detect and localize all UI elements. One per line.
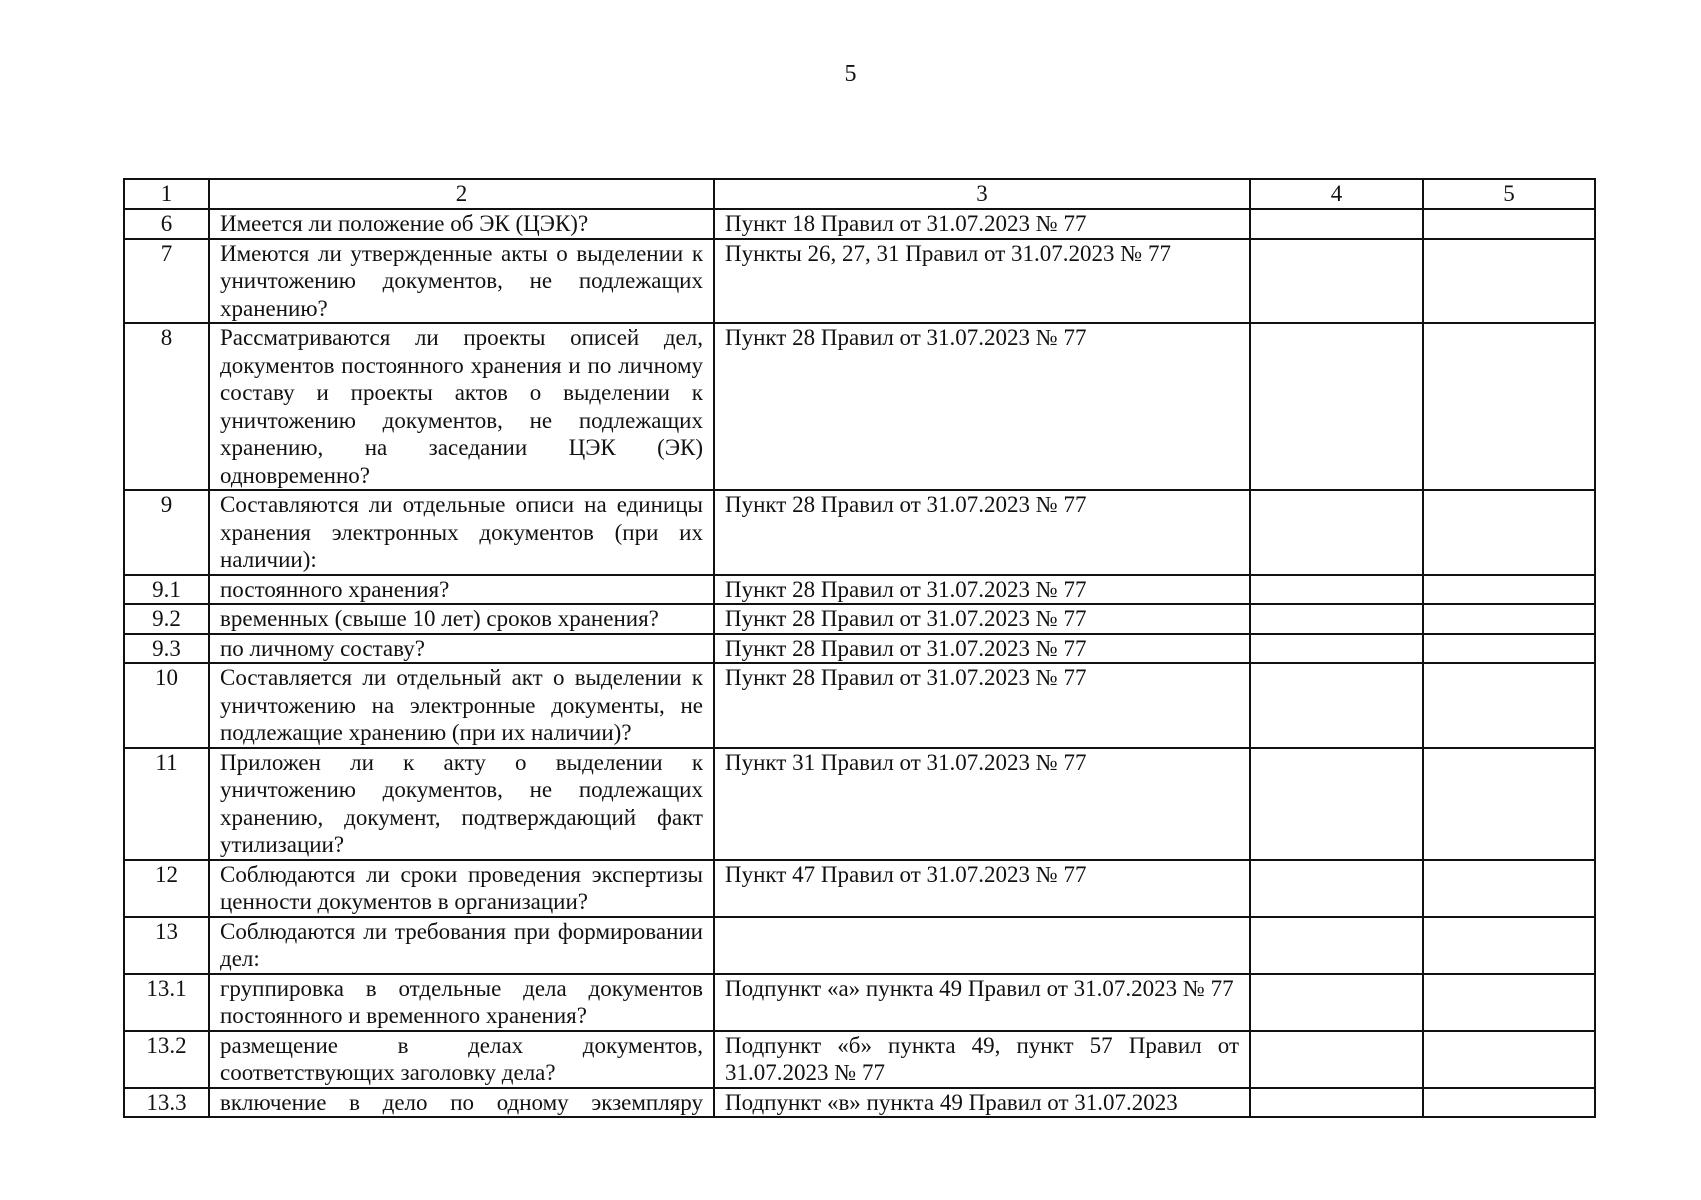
row-number: 13.3 (124, 1088, 209, 1118)
row-number: 8 (124, 323, 209, 490)
row-number: 13.2 (124, 1031, 209, 1088)
column-header-2: 2 (209, 179, 714, 209)
table-row (124, 917, 1595, 974)
row-reference: Пункт 31 Правил от 31.07.2023 № 77 (714, 748, 1250, 860)
table-row (124, 860, 1595, 917)
row-number: 13.1 (124, 974, 209, 1031)
row-reference: Подпункт «б» пункта 49, пункт 57 Правил от 31.07.2023 № 77 (714, 1031, 1250, 1088)
row-cell-col5 (1423, 490, 1595, 575)
row-question: Приложен ли к акту о выделении к уничтожению документов, не подлежащих хранению, документ, подтверждающий факт утилизации? (209, 748, 714, 860)
row-number: 9 (124, 490, 209, 575)
row-number: 10 (124, 663, 209, 748)
row-cell-col5 (1423, 974, 1595, 1031)
row-cell-col5 (1423, 748, 1595, 860)
table-row (124, 604, 1595, 634)
page-number: 5 (844, 61, 857, 87)
table-row (124, 575, 1595, 605)
row-reference (714, 917, 1250, 974)
checklist-table (123, 178, 1596, 1118)
row-question: Составляются ли отдельные описи на единицы хранения электронных документов (при их наличии): (209, 490, 714, 575)
row-cell-col4 (1250, 575, 1423, 605)
table-row (124, 490, 1595, 575)
row-cell-col4 (1250, 490, 1423, 575)
table-row (124, 974, 1595, 1031)
row-cell-col5 (1423, 860, 1595, 917)
row-reference: Пункт 47 Правил от 31.07.2023 № 77 (714, 860, 1250, 917)
row-question: Соблюдаются ли требования при формировании дел: (209, 917, 714, 974)
row-reference: Подпункт «а» пункта 49 Правил от 31.07.2023 № 77 (714, 974, 1250, 1031)
row-cell-col5 (1423, 634, 1595, 664)
table-row (124, 323, 1595, 490)
row-cell-col5 (1423, 1088, 1595, 1118)
row-reference: Пункт 28 Правил от 31.07.2023 № 77 (714, 323, 1250, 490)
row-cell-col5 (1423, 663, 1595, 748)
column-header-1: 1 (124, 179, 209, 209)
row-question: группировка в отдельные дела документов постоянного и временного хранения? (209, 974, 714, 1031)
row-cell-col5 (1423, 323, 1595, 490)
row-number: 9.3 (124, 634, 209, 664)
row-number: 6 (124, 209, 209, 239)
row-number: 7 (124, 239, 209, 324)
row-cell-col4 (1250, 974, 1423, 1031)
row-question: постоянного хранения? (209, 575, 714, 605)
row-reference: Пункты 26, 27, 31 Правил от 31.07.2023 № 77 (714, 239, 1250, 324)
row-number: 12 (124, 860, 209, 917)
row-cell-col5 (1423, 917, 1595, 974)
table-row (124, 663, 1595, 748)
row-number: 11 (124, 748, 209, 860)
row-cell-col4 (1250, 604, 1423, 634)
row-reference: Пункт 28 Правил от 31.07.2023 № 77 (714, 634, 1250, 664)
row-reference: Пункт 28 Правил от 31.07.2023 № 77 (714, 490, 1250, 575)
column-header-5: 5 (1423, 179, 1595, 209)
table-row (124, 1031, 1595, 1088)
row-cell-col4 (1250, 209, 1423, 239)
row-question: включение в дело по одному экземпляру (209, 1088, 714, 1118)
table-row (124, 748, 1595, 860)
row-reference: Пункт 18 Правил от 31.07.2023 № 77 (714, 209, 1250, 239)
table-row (124, 239, 1595, 324)
row-reference: Пункт 28 Правил от 31.07.2023 № 77 (714, 604, 1250, 634)
row-question: Имеется ли положение об ЭК (ЦЭК)? (209, 209, 714, 239)
row-question: по личному составу? (209, 634, 714, 664)
row-number: 9.2 (124, 604, 209, 634)
column-header-4: 4 (1250, 179, 1423, 209)
row-number: 13 (124, 917, 209, 974)
row-cell-col4 (1250, 663, 1423, 748)
row-cell-col4 (1250, 239, 1423, 324)
row-question: временных (свыше 10 лет) сроков хранения? (209, 604, 714, 634)
row-number: 9.1 (124, 575, 209, 605)
row-cell-col4 (1250, 323, 1423, 490)
table-row (124, 634, 1595, 664)
row-cell-col5 (1423, 575, 1595, 605)
row-cell-col5 (1423, 1031, 1595, 1088)
row-question: Соблюдаются ли сроки проведения экспертизы ценности документов в организации? (209, 860, 714, 917)
row-question: Имеются ли утвержденные акты о выделении к уничтожению документов, не подлежащих хранению? (209, 239, 714, 324)
row-reference: Подпункт «в» пункта 49 Правил от 31.07.2023 (714, 1088, 1250, 1118)
row-cell-col5 (1423, 209, 1595, 239)
row-reference: Пункт 28 Правил от 31.07.2023 № 77 (714, 575, 1250, 605)
table-row (124, 1088, 1595, 1118)
column-header-3: 3 (714, 179, 1250, 209)
row-question: Рассматриваются ли проекты описей дел, документов постоянного хранения и по личному составу и проекты актов о выделении к уничтожению документов, не подлежащих хранению, на заседании ЦЭК (ЭК) одновременно? (209, 323, 714, 490)
row-cell-col4 (1250, 634, 1423, 664)
row-cell-col4 (1250, 748, 1423, 860)
row-cell-col5 (1423, 604, 1595, 634)
row-cell-col4 (1250, 1088, 1423, 1118)
table-header-row (124, 179, 1595, 209)
row-cell-col4 (1250, 917, 1423, 974)
row-cell-col5 (1423, 239, 1595, 324)
row-cell-col4 (1250, 860, 1423, 917)
row-question: размещение в делах документов, соответствующих заголовку дела? (209, 1031, 714, 1088)
row-cell-col4 (1250, 1031, 1423, 1088)
row-question: Составляется ли отдельный акт о выделении к уничтожению на электронные документы, не подлежащие хранению (при их наличии)? (209, 663, 714, 748)
table-row (124, 209, 1595, 239)
row-reference: Пункт 28 Правил от 31.07.2023 № 77 (714, 663, 1250, 748)
